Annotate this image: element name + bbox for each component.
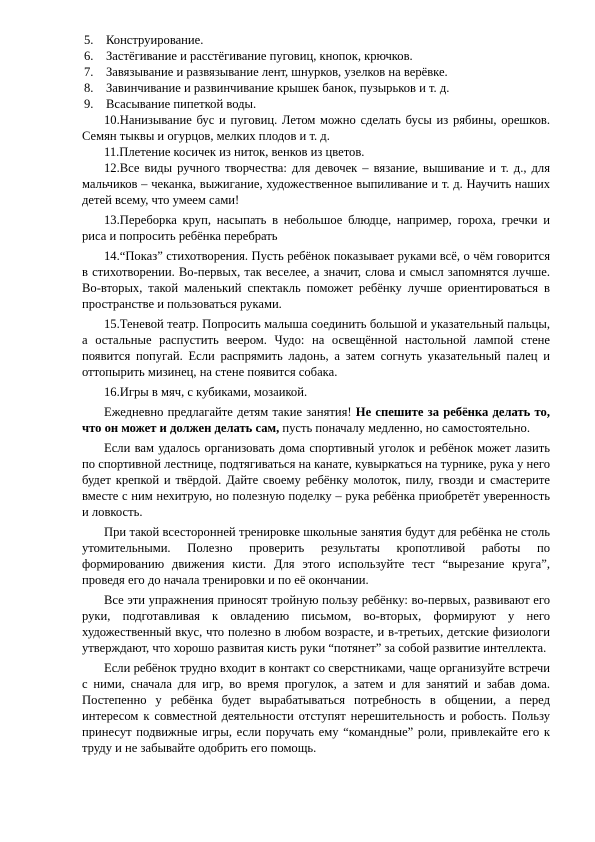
contact-paragraph: Если ребёнок трудно входит в контакт со сверстниками, чаще организуйте встречи с ними, сначала для игр, во время прогулок, а затем и для занятий и забав дома. Постепенно у ребёнка будет вырабатываться потребность в общении, а перед интересом к совместной деятельности отступят нерешительность и робость. Пользу принесут подвижные игры, если поручать ему “командные” роли, привлекайте его к труду и не забывайте одобрить его помощь. (82, 661, 550, 755)
paragraph-item-13: 13.Переборка круп, насыпать в небольшое блюдце, например, гороха, гречки и риса и попросить ребёнка перебрать (82, 213, 550, 243)
list-text: Конструирование. (106, 33, 204, 47)
list-number: 5. (84, 33, 94, 47)
list-item (82, 32, 550, 48)
list-item (82, 96, 550, 112)
benefit-paragraph: Все эти упражнения приносят тройную пользу ребёнку: во-первых, развивают его руки, подготавливая к овладению письмом, во-вторых, формируют у него художественный вкус, что полезно в любом возрасте, и в-третьих, детские физиологи утверждают, что хорошо развитая кисть руки “потянет” за собой развитие интеллекта. (82, 593, 550, 655)
list-text: Застёгивание и расстёгивание пуговиц, кнопок, крючков. (106, 49, 413, 63)
paragraph-item-12: 12.Все виды ручного творчества: для девочек – вязание, вышивание и т. д., для мальчиков – чеканка, выжигание, художественное выпиливание и т. д. Научить наших детей всему, что умеем сами! (82, 161, 550, 207)
list-item (82, 64, 550, 80)
list-item (82, 80, 550, 96)
paragraph-item-15: 15.Теневой театр. Попросить малыша соединить большой и указательный пальцы, а остальные распустить веером. Чудо: на освещённой настольной лампой стене появится попугай. Если распрямить ладонь, а затем согнуть указательный палец и оттопырить мизинец, на стене появится собака. (82, 317, 550, 379)
paragraph-item-14: 14.“Показ” стихотворения. Пусть ребёнок показывает руками всё, о чём говорится в стихотворении. Во-первых, так веселее, а значит, слова и смысл запомнятся лучше. Во-вторых, такой маленький спектакль поможет ребёнку лучше ориентироваться в пространстве и пользоваться руками. (82, 249, 550, 311)
paragraph-item-10: 10.Нанизывание бус и пуговиц. Летом можно сделать бусы из рябины, орешков. Семян тыквы и огурцов, мелких плодов и т. д. (82, 113, 550, 143)
sport-corner-paragraph: Если вам удалось организовать дома спортивный уголок и ребёнок может лазить по спортивной лестнице, подтягиваться на канате, кувыркаться на турнике, рука у него будет крепкой и твёрдой. Дайте своему ребёнку молоток, пилу, гвозди и смастерите вместе с ним нехитрую, но полезную поделку – рука ребёнка приобретёт уверенность и ловкость. (82, 441, 550, 519)
list-text: Всасывание пипеткой воды. (106, 97, 257, 111)
daily-advice-tail: пусть поначалу медленно, но самостоятельно. (279, 421, 530, 435)
list-item (82, 48, 550, 64)
list-number: 9. (84, 97, 94, 111)
training-paragraph: При такой всесторонней тренировке школьные занятия будут для ребёнка не столь утомительными. Полезно проверить результаты кропотливой работы по формированию движения кисти. Для этого используйте тест “вырезание круга”, проведя его до начала тренировки и по её окончании. (82, 525, 550, 587)
list-number: 8. (84, 81, 94, 95)
list-text: Завинчивание и развинчивание крышек банок, пузырьков и т. д. (106, 81, 450, 95)
paragraph-item-11: 11.Плетение косичек из ниток, венков из цветов. (104, 145, 365, 159)
list-number: 7. (84, 65, 94, 79)
list-text: Завязывание и развязывание лент, шнурков, узелков на верёвке. (106, 65, 448, 79)
document-body (82, 32, 550, 756)
daily-advice-lead: Ежедневно предлагайте детям такие занятия! (104, 405, 356, 419)
daily-advice-paragraph (82, 404, 550, 436)
paragraph-item-16: 16.Игры в мяч, с кубиками, мозаикой. (104, 385, 308, 399)
daily-advice-emphasis: Не спешите за ребёнка делать то, что он может и должен делать сам, (82, 405, 550, 435)
list-number: 6. (84, 49, 94, 63)
